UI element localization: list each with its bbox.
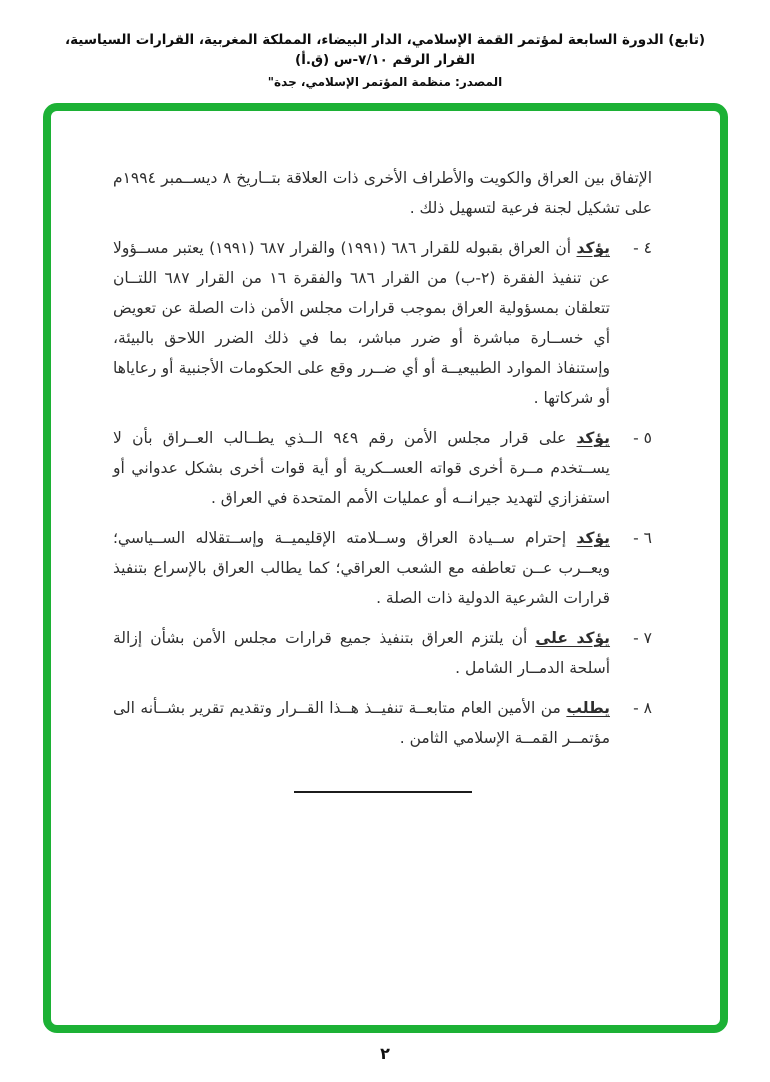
document-body	[51, 111, 720, 793]
page-number: ٢	[380, 1044, 390, 1063]
item-text	[113, 623, 610, 683]
item-text-body: من الأمين العام متابعــة تنفيــذ هــذا القــرار وتقديم تقرير بشــأنه الى مؤتمــر القمــة الإسلامي الثامن .	[113, 699, 610, 747]
item-lead-word: يؤكد	[576, 239, 610, 257]
document-title: (تابع) الدورة السابعة لمؤتمر القمة الإسلامي، الدار البيضاء، المملكة المغربية، القرارات السياسية، القرار الرقم ٧/١٠-س (ق.أ)	[64, 32, 706, 68]
item-text-body: أن العراق بقبوله للقرار ٦٨٦ (١٩٩١) والقرار ٦٨٧ (١٩٩١) يعتبر مســؤولا عن تنفيذ الفقرة (٢-ب) من القرار ٦٨٦ والفقرة ١٦ من القرار ٦٨٧ اللتــان تتعلقان بمسؤولية العراق بموجب قرارات مجلس الأمن ذات الصلة عن تعويض أي خســارة مباشرة أو ضرر مباشر، بما في ذلك الضرر اللاحق بالبيئة، وإستنفاذ الموارد الطبيعيــة أو أي ضــرر وقع على الحكومات الأجنبية أو رعاياها أو شركاتها .	[113, 239, 611, 407]
item-number: ٦ -	[633, 529, 652, 547]
item-text-body: على قرار مجلس الأمن رقم ٩٤٩ الــذي يطــالب العــراق بأن لا يســتخدم مــرة أخرى قواته العســكرية أو أية قوات أخرى بشكل عدواني أو استفزازي لتهديد جيرانــه أو عمليات الأمم المتحدة في العراق .	[113, 429, 610, 507]
item-text-body: أن يلتزم العراق بتنفيذ جميع قرارات مجلس الأمن بشأن إزالة أسلحة الدمــار الشامل .	[113, 629, 610, 677]
item-lead-word: يؤكد على	[535, 629, 611, 647]
resolution-item-7	[113, 623, 652, 683]
item-number: ٥ -	[633, 429, 652, 447]
resolution-item-6	[113, 523, 652, 613]
end-separator-line	[294, 791, 472, 793]
resolution-item-4	[113, 233, 652, 413]
item-lead-word: يطلب	[566, 699, 610, 717]
item-lead-word: يؤكد	[576, 429, 610, 447]
item-text	[113, 693, 610, 753]
resolution-item-8	[113, 693, 652, 753]
green-border-frame	[43, 103, 728, 1033]
item-text	[113, 523, 610, 613]
page-header	[0, 30, 770, 89]
item-text	[113, 423, 610, 513]
item-number: ٤ -	[633, 239, 652, 257]
item-text	[113, 233, 610, 413]
document-source: المصدر: منظمة المؤتمر الإسلامي، جدة"	[267, 75, 503, 89]
resolution-item-5	[113, 423, 652, 513]
paragraph-continuation: الإتفاق بين العراق والكويت والأطراف الأخرى ذات العلاقة بتــاريخ ٨ ديســمبر ١٩٩٤م على تشكيل لجنة فرعية لتسهيل ذلك .	[113, 169, 653, 217]
item-number: ٧ -	[633, 629, 652, 647]
item-text-body: إحترام ســيادة العراق وســلامته الإقليميــة وإســتقلاله الســياسي؛ ويعــرب عــن تعاطفه مع الشعب العراقي؛ كما يطالب العراق بالإسراع بتنفيذ قرارات الشرعية الدولية ذات الصلة .	[113, 529, 610, 607]
item-number: ٨ -	[633, 699, 652, 717]
item-lead-word: يؤكد	[576, 529, 610, 547]
